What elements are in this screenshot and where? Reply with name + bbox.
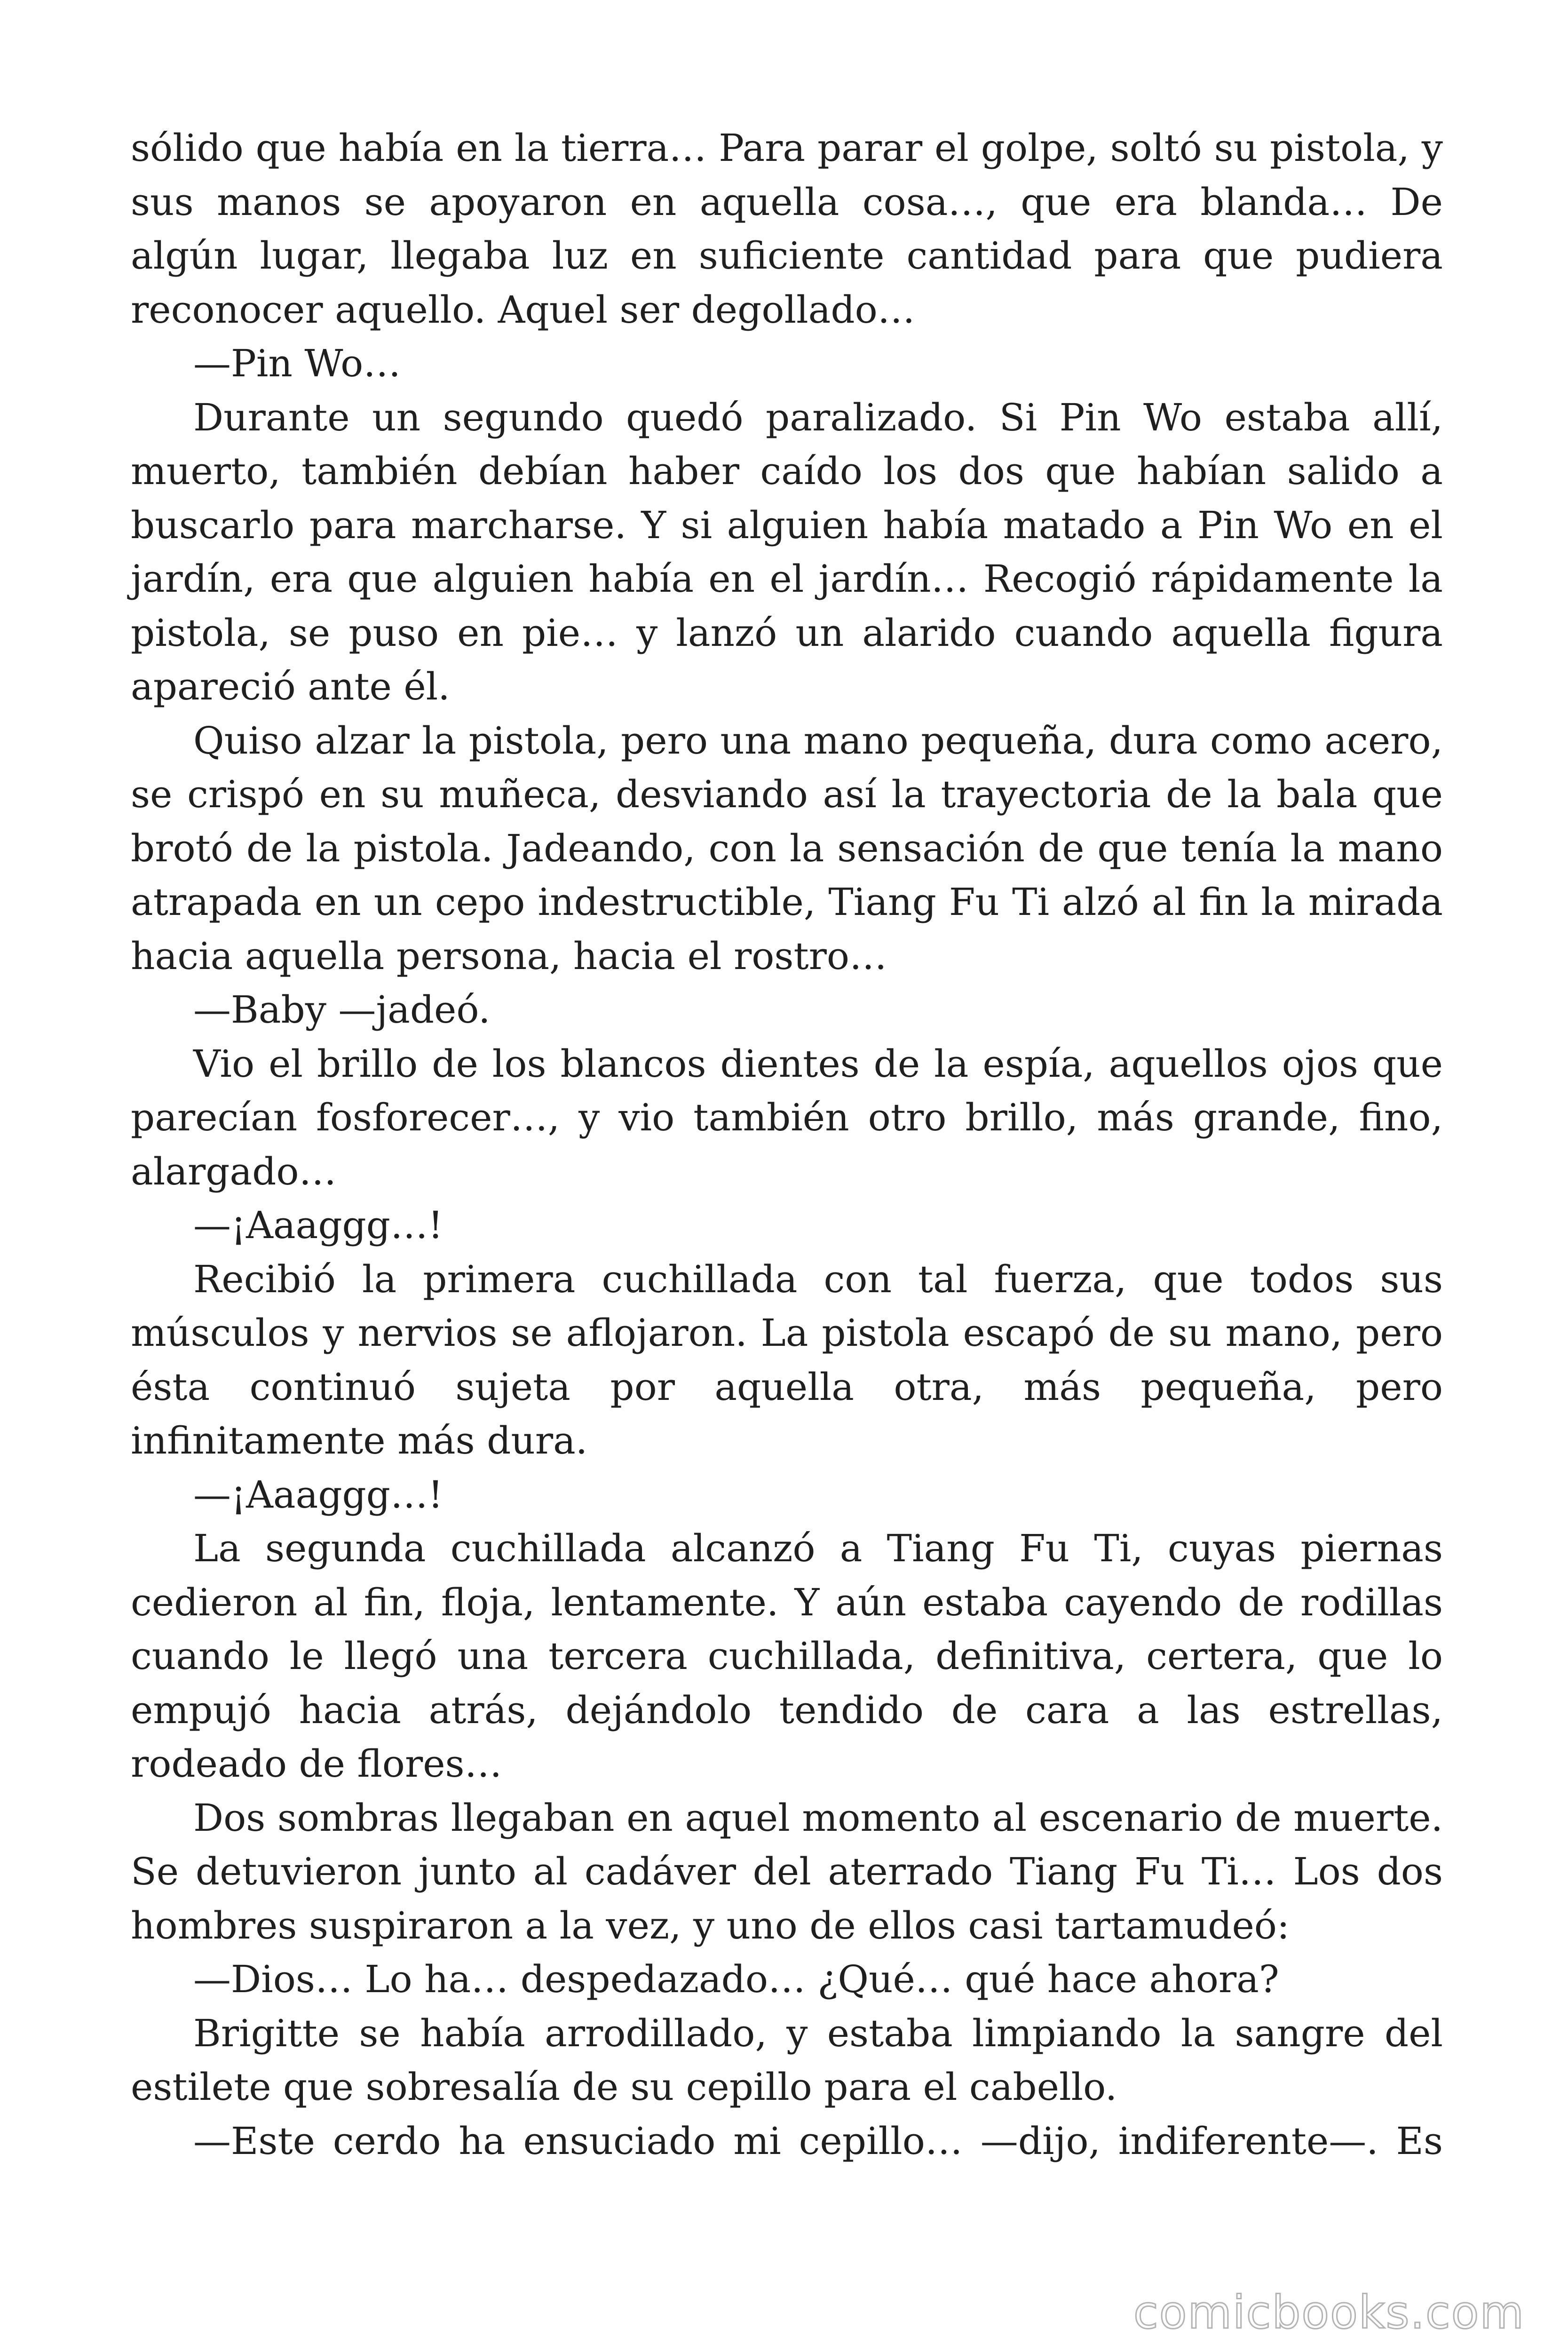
page-text bbox=[131, 121, 1443, 2168]
watermark: comicbooks.com bbox=[1133, 2286, 1525, 2339]
paragraph-13: Brigitte se había arrodillado, y estaba limpiando la sangre del estilete que sobresalía de su cepillo para el cabello. bbox=[131, 2011, 1443, 2109]
paragraph-4: Quiso alzar la pistola, pero una mano pequeña, dura como acero, se crispó en su muñeca, desviando así la trayectoria de la bala que brotó de la pistola. Jadeando, con la sensación de que tenía la mano atrapada en un cepo indestructible, Tiang Fu Ti alzó al fin la mirada hacia aquella persona, hacia el rostro… bbox=[131, 718, 1443, 978]
paragraph-10: La segunda cuchillada alcanzó a Tiang Fu Ti, cuyas piernas cedieron al fin, floja, lentamente. Y aún estaba cayendo de rodillas cuando le llegó una tercera cuchillada, definitiva, certera, que lo empujó hacia atrás, dejándolo tendido de cara a las estrellas, rodeado de flores… bbox=[131, 1526, 1443, 1786]
paragraph-11: Dos sombras llegaban en aquel momento al escenario de muerte. Se detuvieron junto al cadáver del aterrado Tiang Fu Ti… Los dos hombres suspiraron a la vez, y uno de ellos casi tartamudeó: bbox=[131, 1796, 1443, 1947]
paragraph-6: Vio el brillo de los blancos dientes de la espía, aquellos ojos que parecían fosforecer…, y vio también otro brillo, más grande, fino, alargado… bbox=[131, 1041, 1443, 1193]
paragraph-12: —Dios… Lo ha… despedazado… ¿Qué… qué hace ahora? bbox=[193, 1957, 1279, 2001]
paragraph-1: sólido que había en la tierra… Para parar el golpe, soltó su pistola, y sus manos se apoyaron en aquella cosa…, que era blanda… De algún lugar, llegaba luz en suficiente cantidad para que pudiera reconocer aquello. Aquel ser degollado… bbox=[131, 126, 1443, 332]
paragraph-3: Durante un segundo quedó paralizado. Si Pin Wo estaba allí, muerto, también debían haber caído los dos que habían salido a buscarlo para marcharse. Y si alguien había matado a Pin Wo en el jardín, era que alguien había en el jardín… Recogió rápidamente la pistola, se puso en pie… y lanzó un alarido cuando aquella figura apareció ante él. bbox=[131, 395, 1443, 708]
paragraph-2: —Pin Wo… bbox=[193, 342, 401, 385]
paragraph-5: —Baby —jadeó. bbox=[193, 988, 491, 1032]
paragraph-14: —Este cerdo ha ensuciado mi cepillo… —dijo, indiferente—. Es bbox=[193, 2119, 1443, 2163]
paragraph-7: —¡Aaaggg…! bbox=[193, 1203, 443, 1247]
paragraph-9: —¡Aaaggg…! bbox=[193, 1472, 443, 1517]
paragraph-8: Recibió la primera cuchillada con tal fuerza, que todos sus músculos y nervios se aflojaron. La pistola escapó de su mano, pero ésta continuó sujeta por aquella otra, más pequeña, pero infinitamente más dura. bbox=[131, 1257, 1443, 1462]
